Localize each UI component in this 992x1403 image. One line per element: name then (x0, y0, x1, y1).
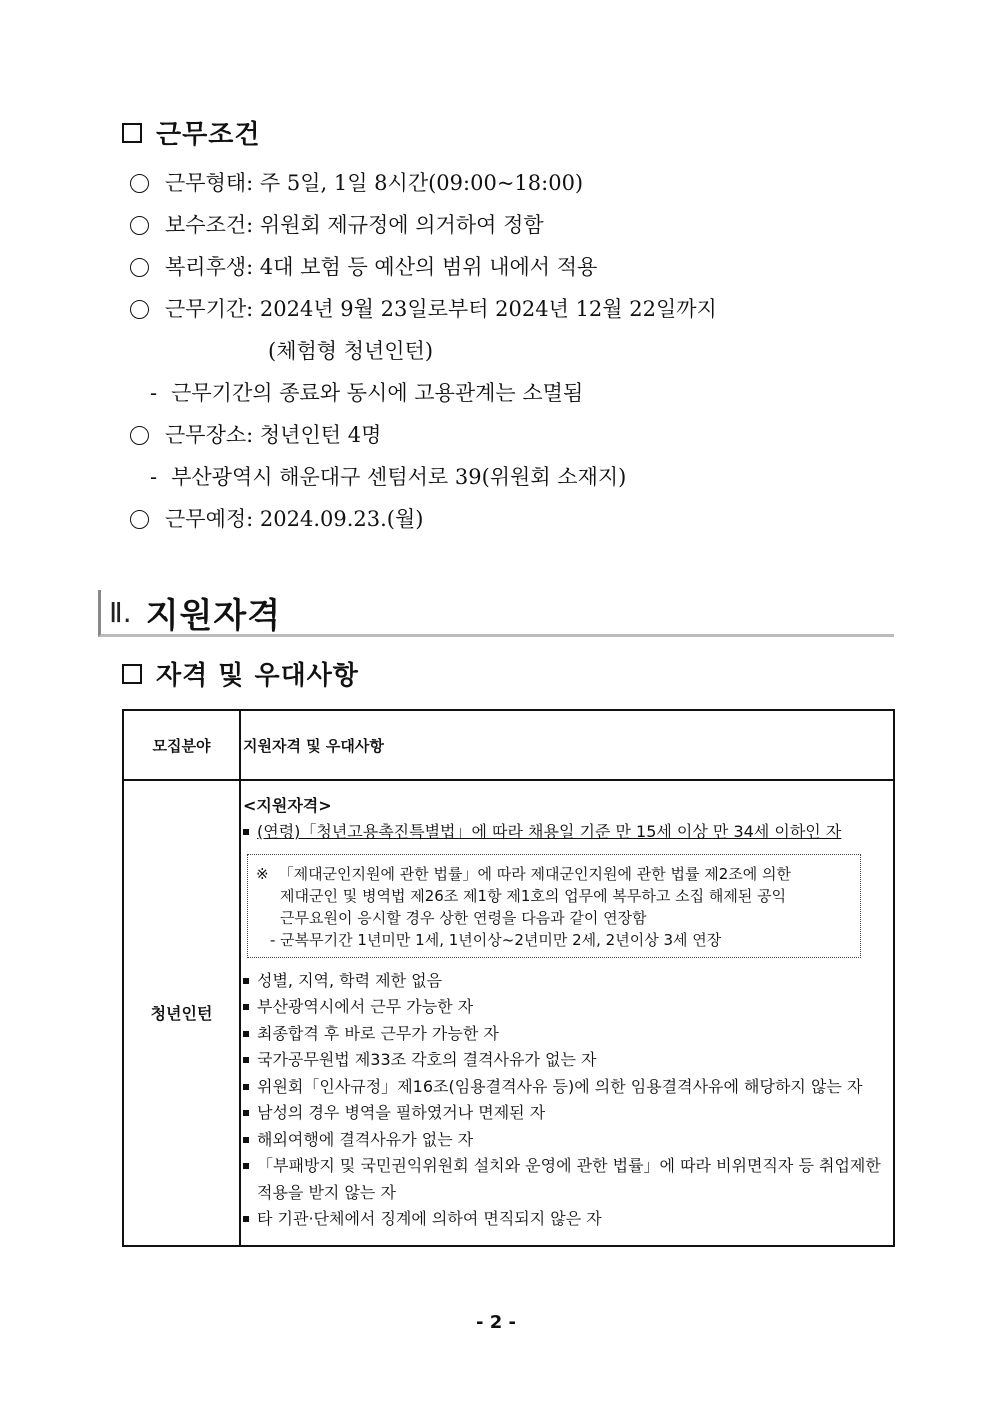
dash-bullet: - (150, 381, 158, 405)
square-bullet-icon (243, 1031, 249, 1037)
list-item: 남성의 경우 병역을 필하였거나 면제된 자 (243, 1100, 891, 1127)
square-bullet-icon (243, 829, 249, 835)
circle-bullet-icon (130, 510, 149, 529)
work-conditions-heading (122, 114, 260, 151)
table-header-row (123, 710, 894, 780)
qualifications-heading (122, 655, 359, 692)
square-bullet-icon (243, 1163, 249, 1169)
list-item: 성별, 지역, 학력 제한 없음 (243, 968, 891, 995)
list-item: 국가공무원법 제33조 각호의 결격사유가 없는 자 (243, 1047, 891, 1074)
condition-item: 근무형태: 주 5일, 1일 8시간(09:00~18:00) (130, 162, 930, 204)
work-conditions-title: 근무조건 (156, 120, 261, 150)
circle-bullet-icon (130, 174, 149, 193)
list-item: 위원회「인사규정」제16조(임용결격사유 등)에 의한 임용결격사유에 해당하지 않는 자 (243, 1074, 891, 1101)
square-bullet-icon (243, 1057, 249, 1063)
section-heading (98, 590, 894, 637)
condition-item: 복리후생: 4대 보험 등 예산의 범위 내에서 적용 (130, 246, 930, 288)
list-item: 해외여행에 결격사유가 없는 자 (243, 1127, 891, 1154)
qualifications-title: 자격 및 우대사항 (156, 661, 359, 691)
qualifications-table (122, 709, 895, 1247)
reference-mark: ※ (256, 864, 269, 883)
circle-bullet-icon (130, 216, 149, 235)
circle-bullet-icon (130, 300, 149, 319)
header-field-cell: 모집분야 (123, 710, 240, 780)
square-bullet-icon (243, 1004, 249, 1010)
square-bullet-icon (243, 1216, 249, 1222)
field-cell: 청년인턴 (123, 780, 240, 1246)
qual-subtitle: <지원자격> (243, 796, 332, 815)
work-conditions-list (130, 162, 930, 540)
square-bullet-icon (243, 1137, 249, 1143)
square-bullet-icon (243, 1084, 249, 1090)
qual-cell (240, 780, 894, 1246)
square-bullet-icon (243, 978, 249, 984)
condition-item: 보수조건: 위원회 제규정에 의거하여 정함 (130, 204, 930, 246)
condition-item: 근무예정: 2024.09.23.(월) (130, 498, 930, 540)
square-bullet-icon (243, 1110, 249, 1116)
circle-bullet-icon (130, 426, 149, 445)
condition-note: (체험형 청년인턴) (268, 339, 434, 363)
list-item: (연령)「청년고용촉진특별법」에 따라 채용일 기준 만 15세 이상 만 34세 이하인 자 (243, 819, 891, 846)
dash-bullet: - (150, 465, 158, 489)
section-number: Ⅱ. (109, 595, 132, 629)
circle-bullet-icon (130, 258, 149, 277)
page-number: - 2 - (476, 1312, 516, 1333)
list-item: 「부패방지 및 국민권익위원회 설치와 운영에 관한 법률」에 따라 비위면직자 등 취업제한 적용을 받지 않는 자 (243, 1153, 891, 1206)
condition-item: 근무장소: 청년인턴 4명 (130, 414, 930, 456)
table-row (123, 780, 894, 1246)
header-qual-cell: 지원자격 및 우대사항 (240, 710, 894, 780)
condition-sub-item: - 부산광역시 해운대구 센텀서로 39(위원회 소재지) (130, 456, 930, 498)
condition-item: 근무기간: 2024년 9월 23일로부터 2024년 12월 22일까지 (130, 288, 930, 330)
square-bullet-icon (122, 123, 142, 143)
square-bullet-icon (122, 664, 142, 684)
list-item: 부산광역시에서 근무 가능한 자 (243, 994, 891, 1021)
condition-sub-item: - 근무기간의 종료와 동시에 고용관계는 소멸됨 (130, 372, 930, 414)
section-title: 지원자격 (145, 595, 282, 636)
list-item: 최종합격 후 바로 근무가 가능한 자 (243, 1021, 891, 1048)
note-box: ※ 「제대군인지원에 관한 법률」에 따라 제대군인지원에 관한 법률 제2조에 의한 제대군인 및 병역법 제26조 제1항 제1호의 업무에 복무하고 소집 해제된 공익 근무요원이 응시할 경우 상한 연령을 다음과 같이 연장함 - 군복무기간 1년미만 1세, 1년이상~2년미만 2세, 2년이상 3세 연장 (247, 854, 861, 958)
list-item: 타 기관·단체에서 징계에 의하여 면직되지 않은 자 (243, 1206, 891, 1233)
